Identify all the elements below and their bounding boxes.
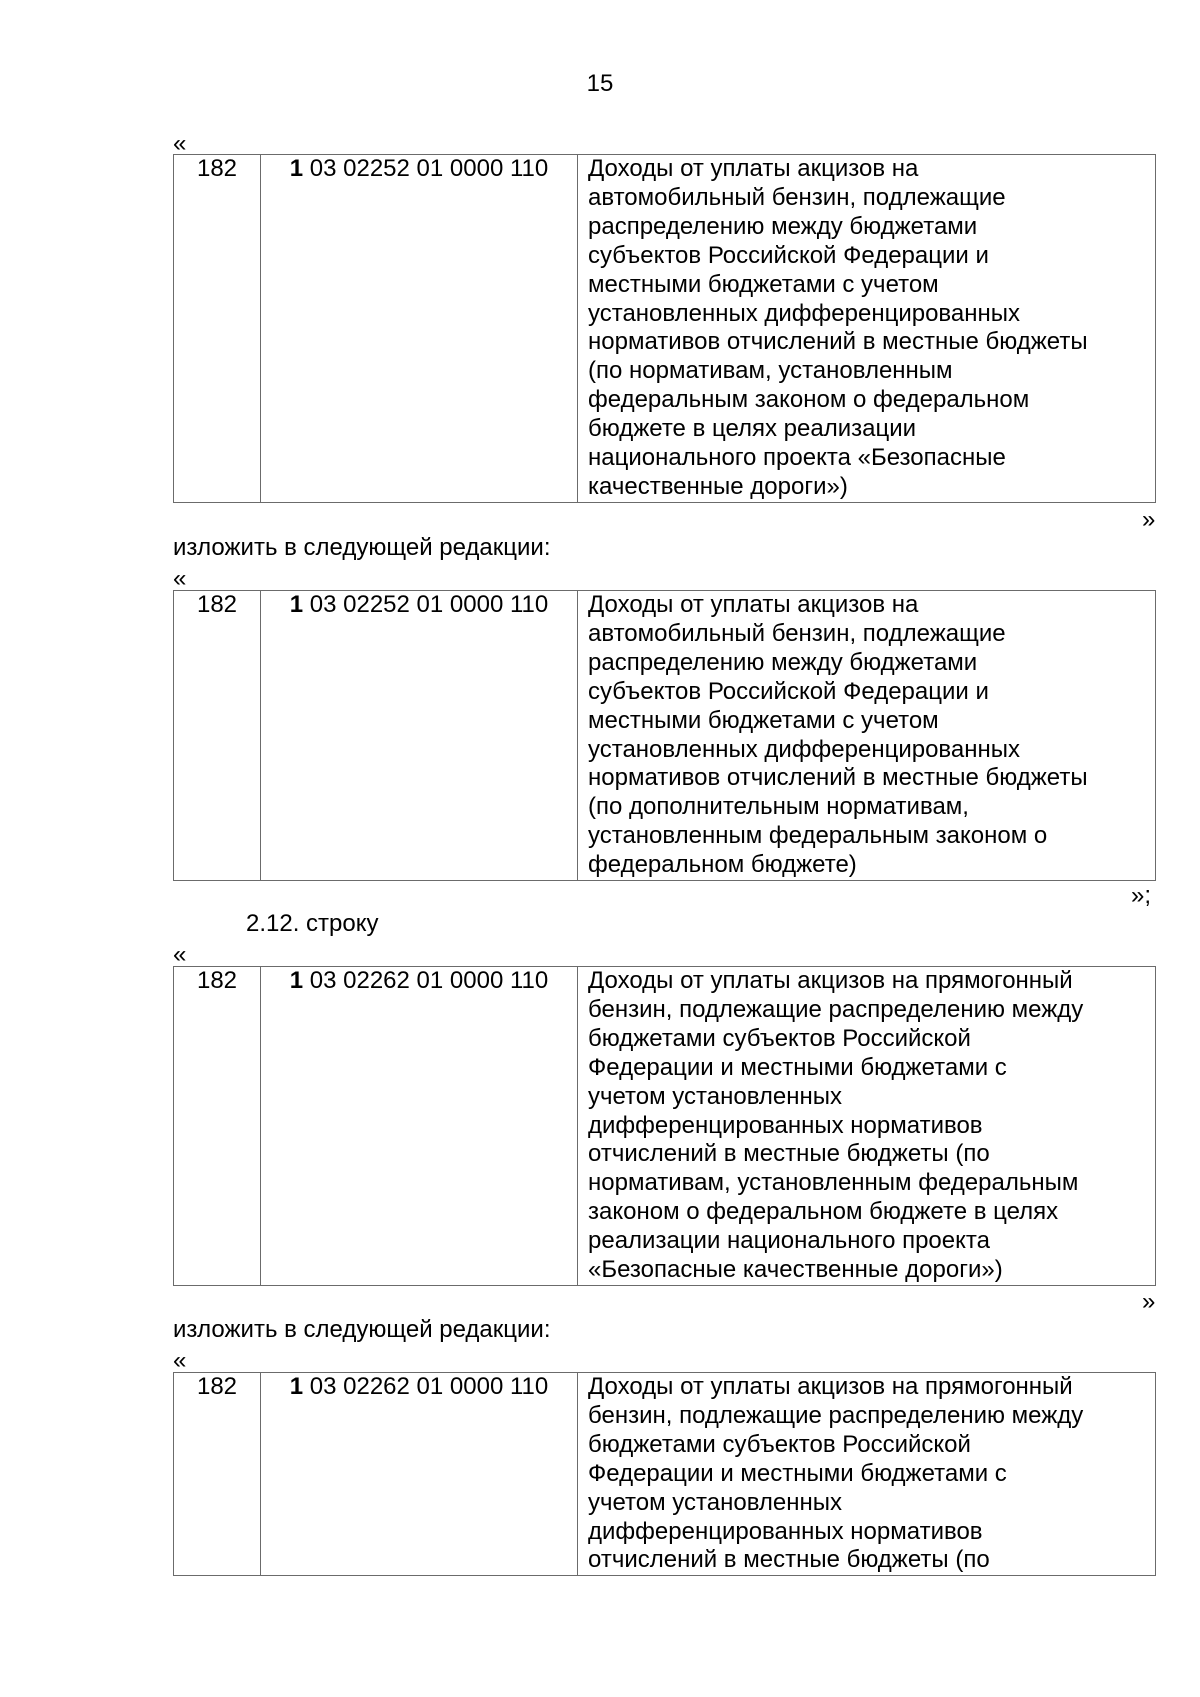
description-cell [578, 155, 1156, 503]
description-text: Доходы от уплаты акцизов на автомобильный бензин, подлежащие распределению между бюджетами субъектов Российской Федерации и местными бюджетами с учетом установленных дифференцированных нормативов отчислений в местные бюджеты (по дополнительным нормативам, установленным федеральным законом о федеральном бюджете) [588, 591, 1088, 879]
table-row [174, 591, 1156, 881]
kbk-code-first: 1 [289, 155, 304, 182]
kbk-code-rest: 03 02262 01 0000 110 [303, 967, 549, 994]
edit-phrase: изложить в следующей редакции: [173, 1316, 551, 1343]
kbk-code-first: 1 [289, 1373, 304, 1400]
quote-close-semicolon: »; [1131, 882, 1152, 909]
item-label: 2.12. строку [246, 910, 379, 937]
kbk-code-first: 1 [289, 967, 304, 994]
kbk-code-rest: 03 02252 01 0000 110 [303, 591, 549, 618]
admin-code: 182 [196, 967, 238, 994]
quote-close: » [1142, 1288, 1156, 1315]
table-row [174, 967, 1156, 1286]
page-number: 15 [586, 70, 614, 97]
admin-code-cell [174, 155, 261, 503]
edit-phrase: изложить в следующей редакции: [173, 534, 551, 561]
admin-code-cell [174, 967, 261, 1286]
description-cell [578, 967, 1156, 1286]
budget-table [173, 590, 1156, 881]
kbk-code-rest: 03 02262 01 0000 110 [303, 1373, 549, 1400]
kbk-code-first: 1 [289, 591, 304, 618]
admin-code-cell [174, 1373, 261, 1576]
kbk-code-cell [261, 591, 578, 881]
description-text: Доходы от уплаты акцизов на прямогонный бензин, подлежащие распределению между бюджетами субъектов Российской Федерации и местными бюджетами с учетом установленных дифференцированных нормативов отчислений в местные бюджеты (по [588, 1373, 1084, 1574]
kbk-code-rest: 03 02252 01 0000 110 [303, 155, 549, 182]
table-row [174, 155, 1156, 503]
quote-open: « [173, 1347, 187, 1374]
admin-code-cell [174, 591, 261, 881]
kbk-code-cell [261, 155, 578, 503]
quote-close: » [1142, 506, 1156, 533]
description-text: Доходы от уплаты акцизов на автомобильный бензин, подлежащие распределению между бюджетами субъектов Российской Федерации и местными бюджетами с учетом установленных дифференцированных нормативов отчислений в местные бюджеты (по нормативам, установленным федеральным законом о федеральном бюджете в целях реализации национального проекта «Безопасные качественные дороги») [588, 155, 1088, 500]
quote-open: « [173, 941, 187, 968]
description-text: Доходы от уплаты акцизов на прямогонный бензин, подлежащие распределению между бюджетами субъектов Российской Федерации и местными бюджетами с учетом установленных дифференцированных нормативов отчислений в местные бюджеты (по нормативам, установленным федеральным законом о федеральном бюджете в целях реализации национального проекта «Безопасные качественные дороги») [588, 967, 1084, 1284]
description-cell [578, 591, 1156, 881]
kbk-code-cell [261, 1373, 578, 1576]
admin-code: 182 [196, 591, 238, 618]
budget-table [173, 1372, 1156, 1576]
table-row [174, 1373, 1156, 1576]
budget-table [173, 154, 1156, 503]
quote-open: « [173, 130, 187, 157]
budget-table [173, 966, 1156, 1286]
admin-code: 182 [196, 1373, 238, 1400]
description-cell [578, 1373, 1156, 1576]
quote-open: « [173, 565, 187, 592]
admin-code: 182 [196, 155, 238, 182]
kbk-code-cell [261, 967, 578, 1286]
